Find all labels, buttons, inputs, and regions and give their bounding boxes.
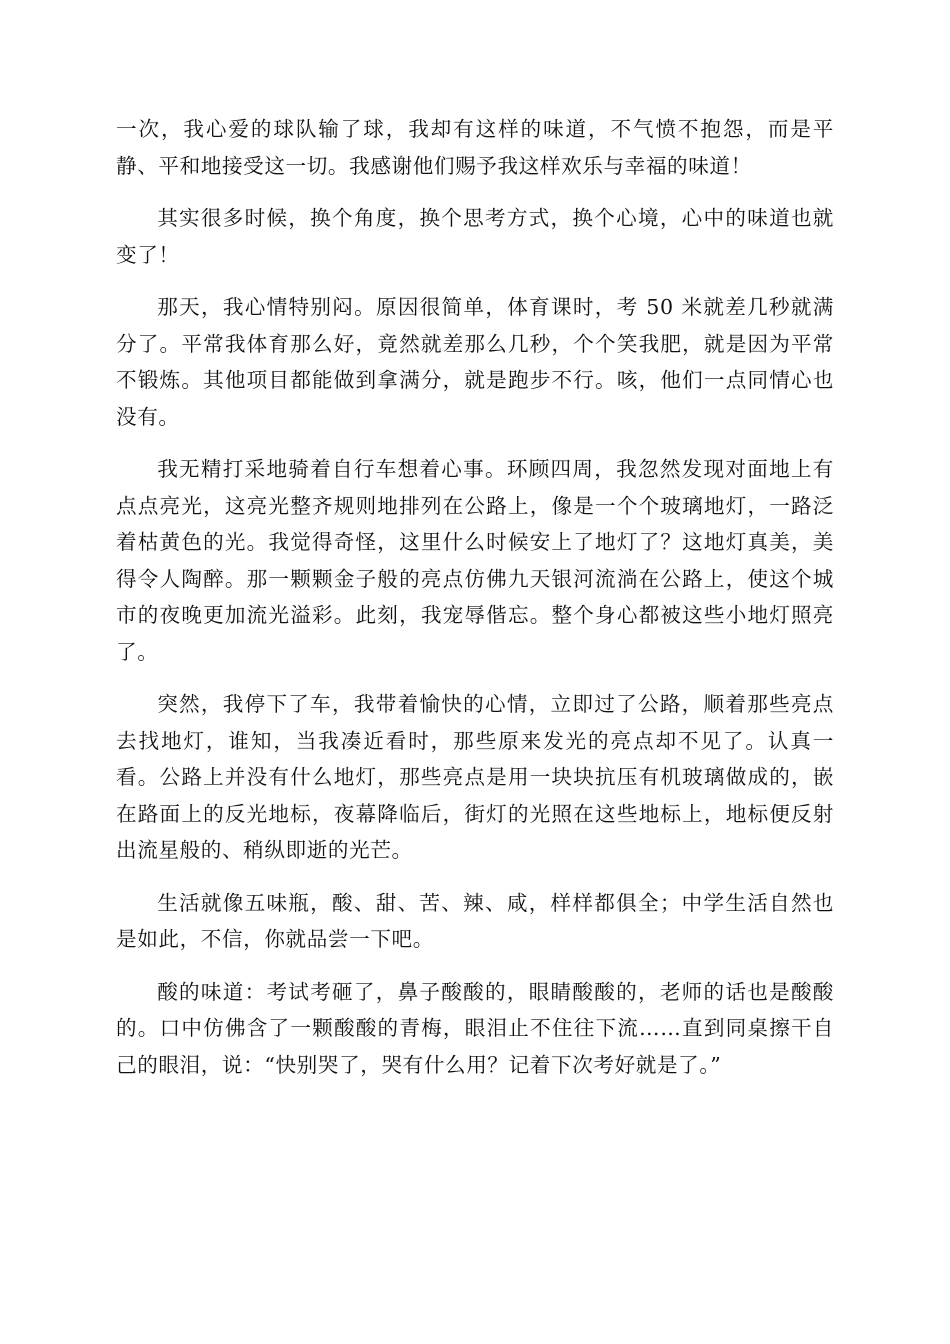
paragraph-4: 我无精打采地骑着自行车想着心事。环顾四周，我忽然发现对面地上有点点亮光，这亮光整齐规则地排列在公路上，像是一个个玻璃地灯，一路泛着枯黄色的光。我觉得奇怪，这里什么时候安上了地灯了？这地灯真美，美得令人陶醉。那一颗颗金子般的亮点仿佛九天银河流淌在公路上，使这个城市的夜晚更加流光溢彩。此刻，我宠辱偕忘。整个身心都被这些小地灯照亮了。 — [116, 457, 834, 664]
paragraph-6: 生活就像五味瓶，酸、甜、苦、辣、咸，样样都俱全；中学生活自然也是如此，不信，你就品尝一下吧。 — [116, 890, 834, 951]
document-page — [116, 111, 834, 1099]
paragraph-1: 一次，我心爱的球队输了球，我却有这样的味道，不气愤不抱怨，而是平静、平和地接受这一切。我感谢他们赐予我这样欢乐与幸福的味道！ — [116, 117, 834, 178]
paragraph-7: 酸的味道：考试考砸了，鼻子酸酸的，眼睛酸酸的，老师的话也是酸酸的。口中仿佛含了一颗酸酸的青梅，眼泪止不住往下流……直到同桌擦干自己的眼泪，说：“快别哭了，哭有什么用？记着下次考好就是了。” — [116, 979, 834, 1077]
paragraph-5: 突然，我停下了车，我带着愉快的心情，立即过了公路，顺着那些亮点去找地灯，谁知，当我凑近看时，那些原来发光的亮点却不见了。认真一看。公路上并没有什么地灯，那些亮点是用一块块抗压有机玻璃做成的，嵌在路面上的反光地标，夜幕降临后，街灯的光照在这些地标上，地标便反射出流星般的、稍纵即逝的光芒。 — [116, 692, 834, 862]
paragraph-3: 那天，我心情特别闷。原因很简单，体育课时，考 50 米就差几秒就满分了。平常我体育那么好，竟然就差那么几秒，个个笑我肥，就是因为平常不锻炼。其他项目都能做到拿满分，就是跑步不行。咳，他们一点同情心也没有。 — [116, 295, 834, 429]
paragraph-2: 其实很多时候，换个角度，换个思考方式，换个心境，心中的味道也就变了！ — [116, 206, 834, 267]
